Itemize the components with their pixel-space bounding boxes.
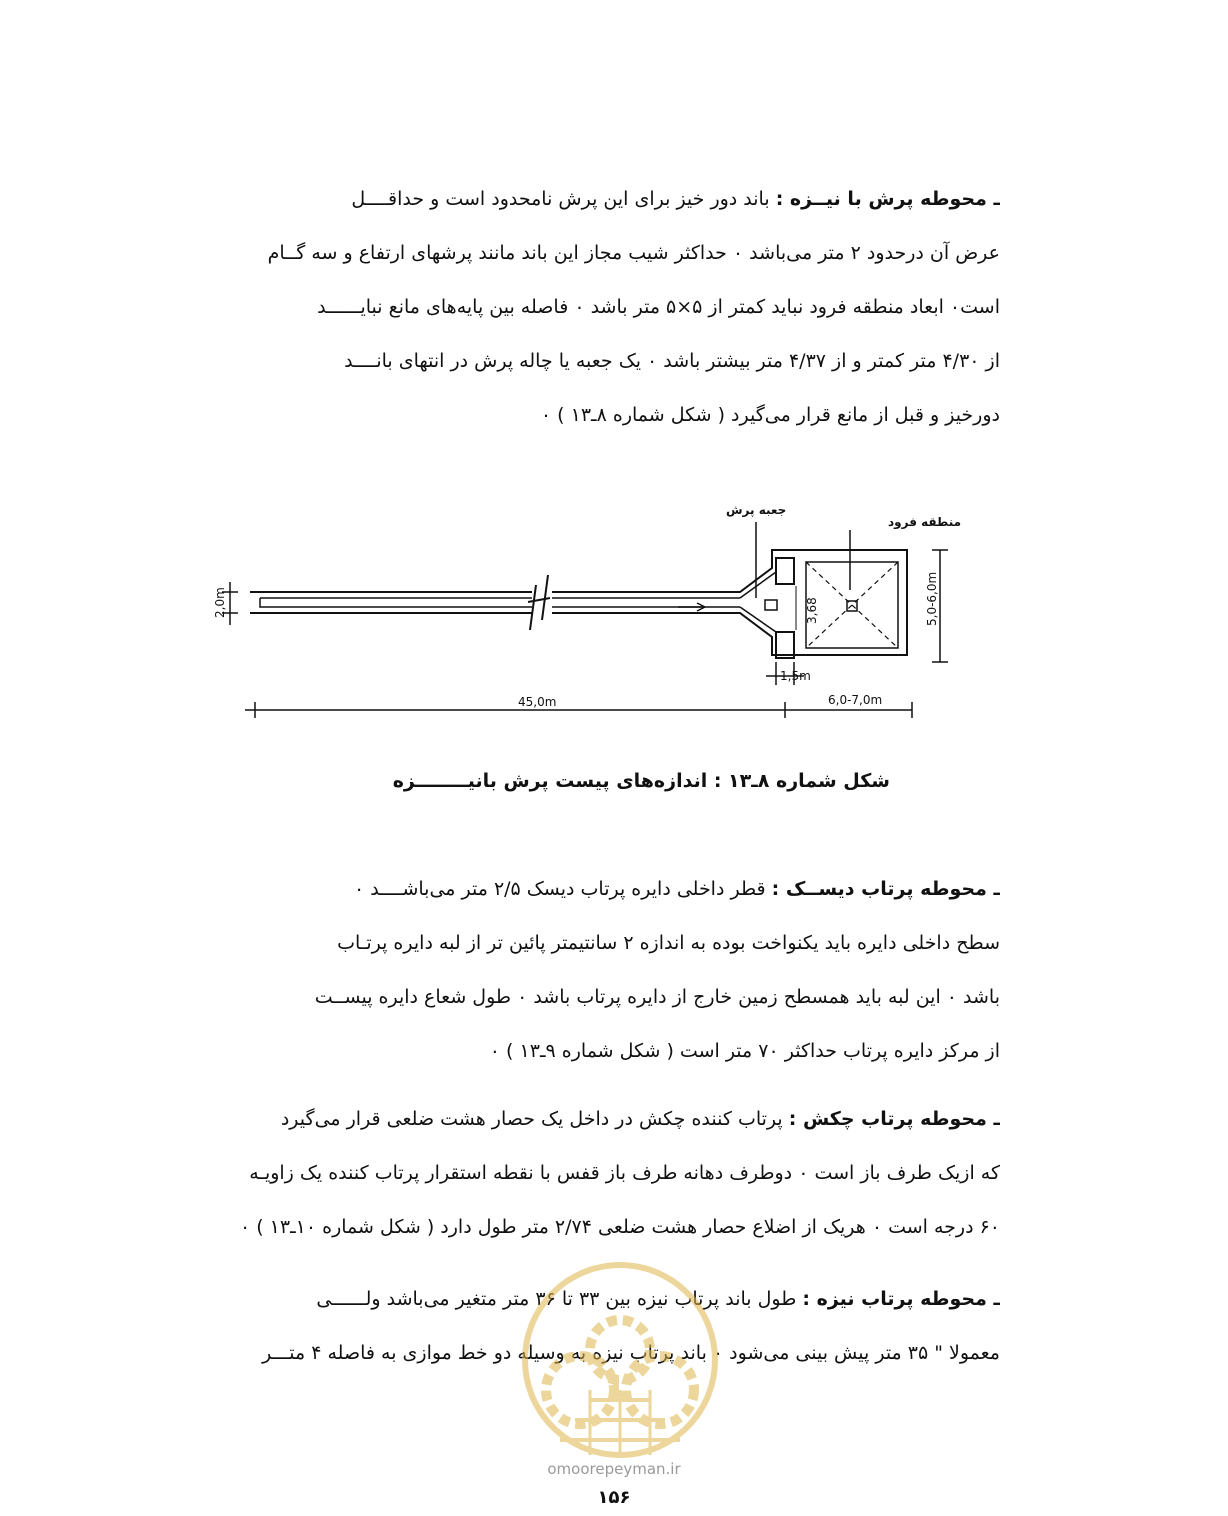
text-line: عرض آن درحدود ۲ متر می‌باشد ۰ حداکثر شیب مجاز این باند مانند پرشهای ارتفاع و سه گــام — [267, 242, 1000, 264]
site-url: omoorepeyman.ir — [547, 1460, 681, 1478]
text-line: سطح داخلی دایره باید یکنواخت بوده به اندازه ۲ سانتیمتر پائین تر از لبه دایره پرتـاب — [337, 932, 1000, 954]
section-heading: ـ محوطه پرتاب چکش : — [788, 1108, 1000, 1130]
text-line: معمولا " ۳۵ متر پیش بینی می‌شود ۰ باند پرتاب نیزه به وسیله دو خط موازی به فاصله ۴ متـــر — [262, 1342, 1000, 1364]
dim-landing-depth: 5,0-6,0m — [925, 571, 939, 626]
page-number: ۱۵۶ — [597, 1487, 631, 1508]
text-line: که ازیک طرف باز است ۰ دوطرف دهانه طرف باز قفس با نقطه استقرار پرتاب کننده یک زاویـه — [249, 1162, 1000, 1184]
paragraph-discus — [230, 862, 1000, 1078]
dim-post-gap: 3,68 — [805, 597, 819, 624]
text-line: ۶۰ درجه است ۰ هریک از اضلاع حصار هشت ضلعی ۲/۷۴ متر طول دارد ( شکل شماره ۱۰ـ۱۳ ) ۰ — [239, 1216, 1000, 1238]
label-landing-area: منطقه فرود — [888, 515, 962, 529]
text-line: ـ محوطه پرتاب دیســک : قطر داخلی دایره پرتاب دیسک ۲/۵ متر می‌باشــــد ۰ — [353, 878, 1000, 900]
text-line: از ۴/۳۰ متر کمتر و از ۴/۳۷ متر بیشتر باشد ۰ یک جعبه یا چاله پرش در انتهای بانــــد — [344, 350, 1000, 372]
dim-box-length: 1,5m — [780, 669, 811, 683]
paragraph-pole-vault — [230, 172, 1000, 442]
section-heading: ـ محوطه پرتاب دیســک : — [771, 878, 1000, 900]
text-line: ـ محوطه پرتاب نیزه : طول باند پرتاب نیزه بین ۳۳ تا ۳۶ متر متغیر می‌باشد ولــــــی — [316, 1288, 1000, 1310]
dim-runway-width: 2,0m — [213, 587, 227, 618]
paragraph-hammer — [230, 1092, 1000, 1254]
text-line: دورخیز و قبل از مانع قرار می‌گیرد ( شکل شماره ۸ـ۱۳ ) ۰ — [540, 404, 1000, 426]
text-line: ـ محوطه پرش با نیــزه : باند دور خیز برای این پرش نامحدود است و حداقــــل — [351, 188, 1000, 210]
text-line: ـ محوطه پرتاب چکش : پرتاب کننده چکش در داخل یک حصار هشت ضلعی قرار می‌گیرد — [280, 1108, 1000, 1130]
dim-runway-length: 45,0m — [518, 695, 557, 709]
figure-caption: شکل شماره ۸ـ۱۳ : اندازه‌های پیست پرش بانیــــــــزه — [392, 770, 890, 792]
section-heading: ـ محوطه پرتاب نیزه : — [802, 1288, 1000, 1310]
pole-vault-diagram — [200, 490, 990, 730]
label-takeoff-box: جعبه پرش — [726, 503, 787, 517]
section-heading: ـ محوطه پرش با نیــزه : — [775, 188, 1000, 210]
dim-landing-length: 6,0-7,0m — [828, 693, 883, 707]
text-line: است۰ ابعاد منطقه فرود نباید کمتر از ۵×۵ متر باشد ۰ فاصله بین پایه‌های مانع نبایــــــد — [317, 296, 1000, 318]
watermark-logo — [500, 1240, 740, 1480]
text-line: باشد ۰ این لبه باید همسطح زمین خارج از دایره پرتاب باشد ۰ طول شعاع دایره پیســت — [314, 986, 1000, 1008]
text-line: از مرکز دایره پرتاب حداکثر ۷۰ متر است ( شکل شماره ۹ـ۱۳ ) ۰ — [489, 1040, 1000, 1062]
